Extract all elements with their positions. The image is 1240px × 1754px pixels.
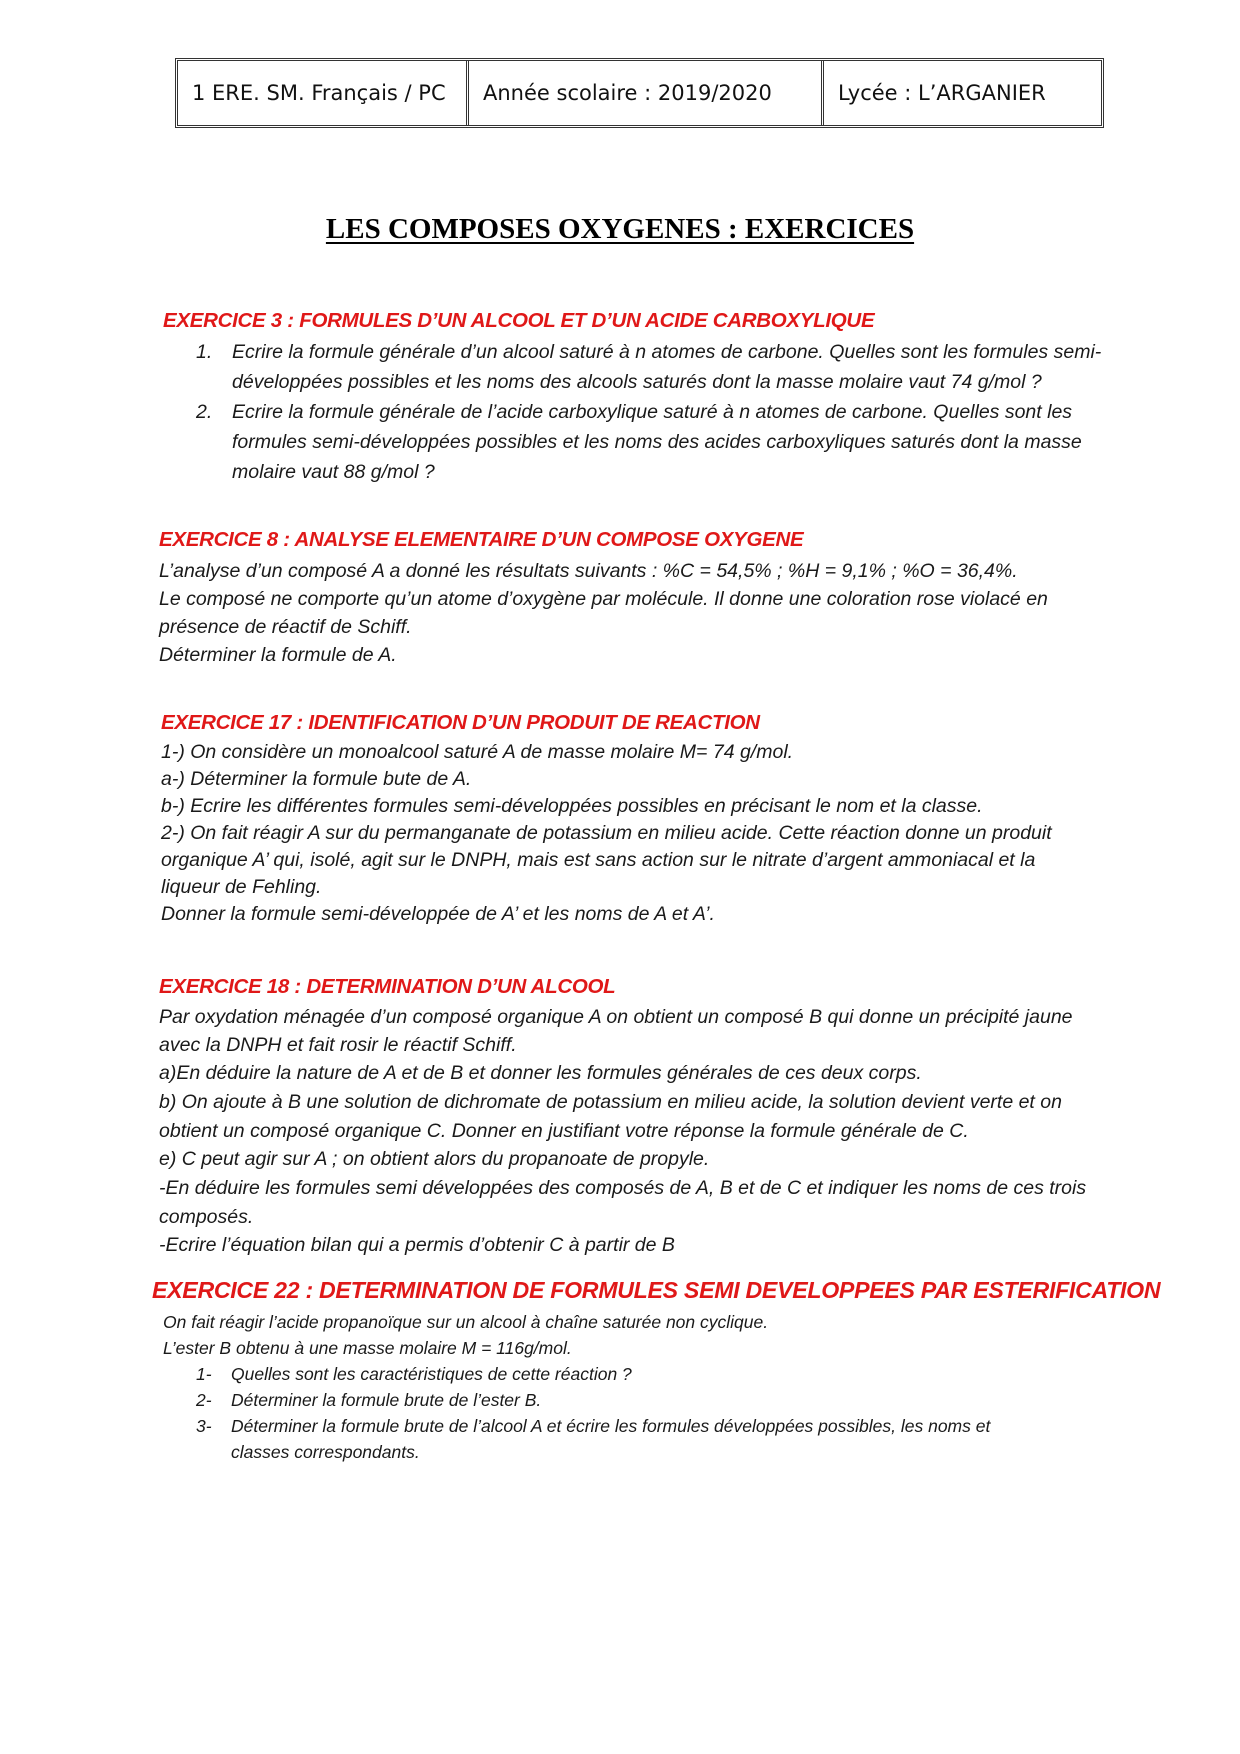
exercise-8-line-3: présence de réactif de Schiff. <box>159 616 412 638</box>
exercise-17-line-4: 2-) On fait réagir A sur du permanganate de potassium en milieu acide. Cette réaction donne un produit <box>161 822 1052 844</box>
exercise-22-item-2-number: 2- <box>196 1390 212 1410</box>
exercise-18-line-4: b) On ajoute à B une solution de dichromate de potassium en milieu acide, la solution devient verte et on <box>159 1091 1062 1113</box>
exercise-17-line-6: liqueur de Fehling. <box>161 876 322 898</box>
exercise-18-line-7: -En déduire les formules semi développées des composés de A, B et de C et indiquer les noms de ces trois <box>159 1177 1087 1199</box>
exercise-3-item-2-line-2: formules semi-développées possibles et les noms des acides carboxyliques saturés dont la masse <box>232 431 1082 453</box>
exercise-17-line-2: a-) Déterminer la formule bute de A. <box>161 768 472 790</box>
header-class-cell: 1 ERE. SM. Français / PC <box>178 61 469 125</box>
exercise-3-item-2-line-1: Ecrire la formule générale de l’acide carboxylique saturé à n atomes de carbone. Quelles sont les <box>232 401 1073 423</box>
exercise-3-item-2-number: 2. <box>196 401 213 423</box>
exercise-3-item-2-line-3: molaire vaut 88 g/mol ? <box>232 461 435 483</box>
exercise-22-item-3-line-2: classes correspondants. <box>231 1442 420 1462</box>
exercise-18-line-8: composés. <box>159 1206 254 1228</box>
exercise-17-line-7: Donner la formule semi-développée de A’ et les noms de A et A’. <box>161 903 715 925</box>
exercise-8-line-4: Déterminer la formule de A. <box>159 644 397 666</box>
header-school-cell: Lycée : L’ARGANIER <box>838 81 1046 105</box>
exercise-22-title: EXERCICE 22 : DETERMINATION DE FORMULES SEMI DEVELOPPEES PAR ESTERIFICATION <box>152 1277 1161 1303</box>
exercise-3-item-1-number: 1. <box>196 341 213 363</box>
exercise-17-line-3: b-) Ecrire les différentes formules semi-développées possibles en précisant le nom et la classe. <box>161 795 983 817</box>
exercise-22-intro-line-2: L’ester B obtenu à une masse molaire M = 116g/mol. <box>163 1338 572 1358</box>
exercise-18-title: EXERCICE 18 : DETERMINATION D’UN ALCOOL <box>159 975 616 998</box>
exercise-18-line-3: a)En déduire la nature de A et de B et donner les formules générales de ces deux corps. <box>159 1062 922 1084</box>
exercise-8-title: EXERCICE 8 : ANALYSE ELEMENTAIRE D’UN COMPOSE OXYGENE <box>159 528 804 551</box>
exercise-17-line-1: 1-) On considère un monoalcool saturé A de masse molaire M= 74 g/mol. <box>161 741 794 763</box>
exercise-8-line-2: Le composé ne comporte qu’un atome d’oxygène par molécule. Il donne une coloration rose violacé en <box>159 588 1048 610</box>
exercise-18-line-9: -Ecrire l’équation bilan qui a permis d’obtenir C à partir de B <box>159 1234 675 1256</box>
exercise-22-item-3-line-1: Déterminer la formule brute de l’alcool A et écrire les formules développées possibles, les noms et <box>231 1416 991 1436</box>
exercise-22-intro-line-1: On fait réagir l’acide propanoïque sur un alcool à chaîne saturée non cyclique. <box>163 1312 769 1332</box>
exercise-22-item-3-number: 3- <box>196 1416 212 1436</box>
exercise-3-item-1-line-1: Ecrire la formule générale d’un alcool saturé à n atomes de carbone. Quelles sont les formules semi- <box>232 341 1102 363</box>
exercise-22-item-1-line-1: Quelles sont les caractéristiques de cette réaction ? <box>231 1364 632 1384</box>
exercise-18-line-5: obtient un composé organique C. Donner en justifiant votre réponse la formule générale de C. <box>159 1120 969 1142</box>
exercise-22-item-1-number: 1- <box>196 1364 212 1384</box>
exercise-18-line-2: avec la DNPH et fait rosir le réactif Schiff. <box>159 1034 517 1056</box>
exercise-17-title: EXERCICE 17 : IDENTIFICATION D’UN PRODUIT DE REACTION <box>161 711 760 734</box>
header-year-cell: Année scolaire : 2019/2020 <box>469 61 824 125</box>
exercise-3-item-1-line-2: développées possibles et les noms des alcools saturés dont la masse molaire vaut 74 g/mol ? <box>232 371 1042 393</box>
exercise-8-line-1: L’analyse d’un composé A a donné les résultats suivants : %C = 54,5% ; %H = 9,1% ; %O = 36,4%. <box>159 560 1018 582</box>
exercise-18-line-1: Par oxydation ménagée d’un composé organique A on obtient un composé B qui donne un précipité jaune <box>159 1006 1073 1028</box>
exercise-17-line-5: organique A’ qui, isolé, agit sur le DNPH, mais est sans action sur le nitrate d’argent ammoniacal et la <box>161 849 1036 871</box>
exercise-18-line-6: e) C peut agir sur A ; on obtient alors du propanoate de propyle. <box>159 1148 710 1170</box>
exercise-22-item-2-line-1: Déterminer la formule brute de l’ester B. <box>231 1390 542 1410</box>
page-title: LES COMPOSES OXYGENES : EXERCICES <box>325 213 915 245</box>
header-table <box>175 58 1104 128</box>
exercise-3-title: EXERCICE 3 : FORMULES D’UN ALCOOL ET D’UN ACIDE CARBOXYLIQUE <box>163 309 875 332</box>
